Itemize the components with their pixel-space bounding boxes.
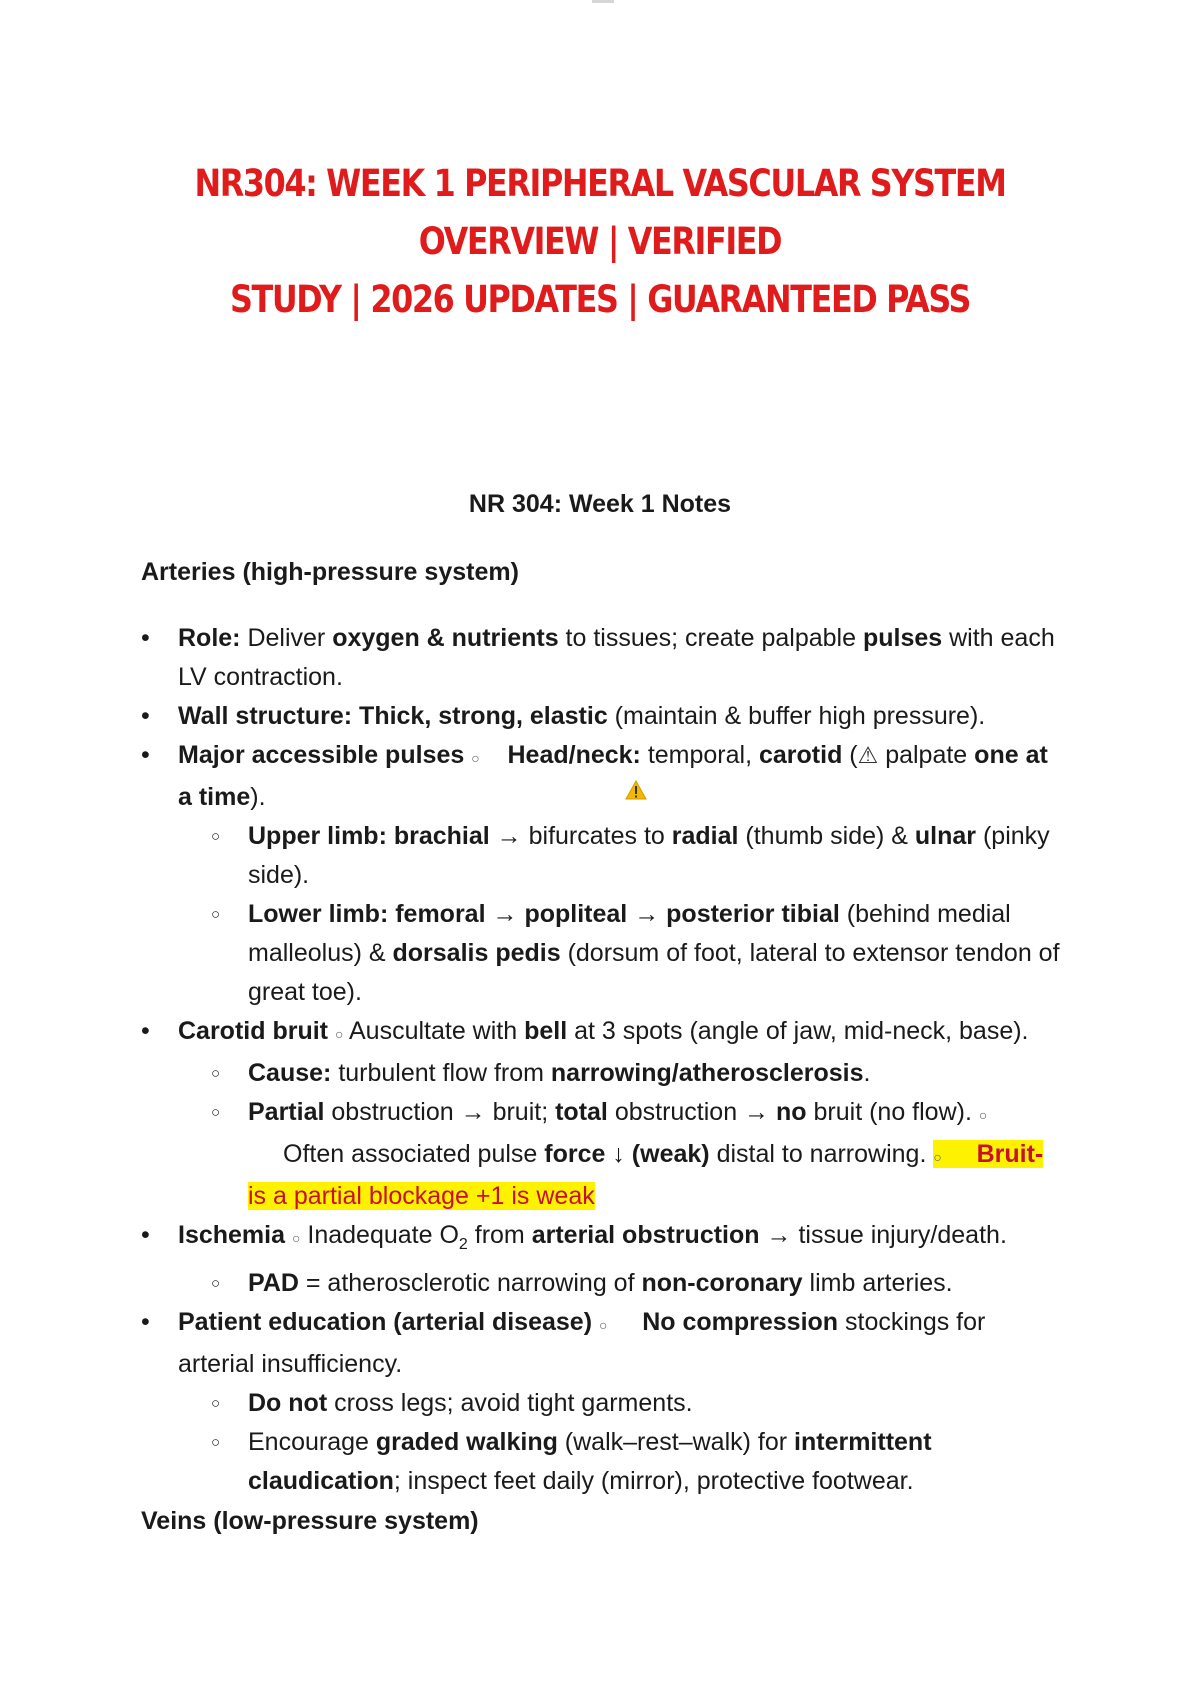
ischemia-item: • Ischemia ○ Inadequate $O_2$ from arterial obstruction → tissue injury/death. ○ PAD = atherosclerotic narrowing of non-coronary limb arteries.: [141, 1216, 1061, 1303]
bullet-icon: •: [141, 624, 150, 652]
sub-bullet-icon: ○: [211, 1065, 221, 1082]
bruit-note: Bruit-: [976, 1140, 1044, 1168]
bullet-icon: •: [141, 1308, 150, 1336]
highlight-marker: [933, 1140, 976, 1168]
sub-bullet-icon: ○: [933, 1149, 942, 1165]
sub-bullet-icon: ○: [978, 1107, 988, 1123]
upper-limb-item: ○ Upper limb: brachial → bifurcates to radial (thumb side) & ulnar (pinky side).: [141, 817, 1061, 895]
document-title: [179, 155, 1022, 329]
pad-item: ○ PAD = atherosclerotic narrowing of non-coronary limb arteries.: [141, 1264, 1061, 1303]
major-pulses-item: • Major accessible pulses ○ Head/neck: temporal, carotid (⚠ palpate one at a time). ○ Upper limb: brachial → bifurcates to radial (thumb side) & ulnar (pinky side). ○ Lower limb: femoral → popliteal → posterior tibial (behind medial malleolus) & dorsalis pedis (dorsum of foot, lateral to extensor tendon of great toe).: [141, 736, 1061, 1012]
title-line-2: STUDY | 2026 UPDATES | GUARANTEED PASS: [229, 278, 971, 321]
arteries-notes: [141, 619, 1061, 1501]
sub-bullet-icon: ○: [211, 1275, 221, 1292]
carotid-bruit-item: • Carotid bruit ○ Auscultate with bell at 3 spots (angle of jaw, mid-neck, base). ○ Cause: turbulent flow from narrowing/atherosclerosis. ○ Partial obstruction → bruit; total obstruction → no bruit (no flow). ○ Often associated pulse force ↓ (weak) distal to narrowing. ○ Bruit- is a partial blockage +1 is weak: [141, 1012, 1061, 1216]
sub-bullet-icon: ○: [211, 906, 221, 923]
sub-bullet-icon: ○: [211, 1434, 221, 1451]
bullet-icon: •: [141, 1221, 150, 1249]
lower-limb-item: ○ Lower limb: femoral → popliteal → posterior tibial (behind medial malleolus) & dorsalis pedis (dorsum of foot, lateral to extensor tendon of great toe).: [141, 895, 1061, 1012]
patient-education-item: • Patient education (arterial disease) ○ No compression stockings for arterial insufficiency. ○ Do not cross legs; avoid tight garments. ○ Encourage graded walking (walk–rest–walk) for intermittent claudication; inspect feet daily (mirror), protective footwear.: [141, 1303, 1061, 1501]
bullet-icon: •: [141, 702, 150, 730]
bullet-icon: •: [141, 1017, 150, 1045]
sub-bullet-icon: ○: [291, 1230, 301, 1246]
warning-icon: ⚠: [857, 742, 879, 768]
sub-bullet-icon: ○: [211, 828, 221, 845]
bullet-icon: •: [141, 741, 150, 769]
role-item: • Role: Deliver oxygen & nutrients to tissues; create palpable pulses with each LV contraction.: [141, 619, 1061, 697]
partial-obstruction-item: ○ Partial obstruction → bruit; total obstruction → no bruit (no flow). ○ Often associated pulse force ↓ (weak) distal to narrowing. ○ Bruit- is a partial blockage +1 is weak: [141, 1093, 1061, 1216]
warning-emoji-icon: [625, 780, 647, 800]
bruit-note-continued: is a partial blockage +1 is weak: [248, 1182, 595, 1210]
graded-walking-item: ○ Encourage graded walking (walk–rest–walk) for intermittent claudication; inspect feet daily (mirror), protective footwear.: [141, 1423, 1061, 1501]
sub-bullet-icon: ○: [334, 1026, 344, 1042]
notes-title: NR 304: Week 1 Notes: [468, 490, 732, 518]
arteries-heading: Arteries (high-pressure system): [141, 558, 519, 586]
page-top-mark: [592, 0, 614, 3]
veins-heading: Veins (low-pressure system): [141, 1507, 479, 1535]
sub-bullet-icon: ○: [211, 1395, 221, 1412]
sub-bullet-icon: ○: [471, 750, 480, 766]
sub-bullet-icon: ○: [211, 1104, 221, 1121]
cause-item: ○ Cause: turbulent flow from narrowing/atherosclerosis.: [141, 1054, 1061, 1093]
sub-bullet-icon: ○: [598, 1317, 608, 1333]
cross-legs-item: ○ Do not cross legs; avoid tight garments.: [141, 1384, 1061, 1423]
title-line-1: NR304: WEEK 1 PERIPHERAL VASCULAR SYSTEM OVERVIEW | VERIFIED: [194, 162, 1006, 263]
wall-structure-item: • Wall structure: Thick, strong, elastic (maintain & buffer high pressure).: [141, 697, 1061, 736]
